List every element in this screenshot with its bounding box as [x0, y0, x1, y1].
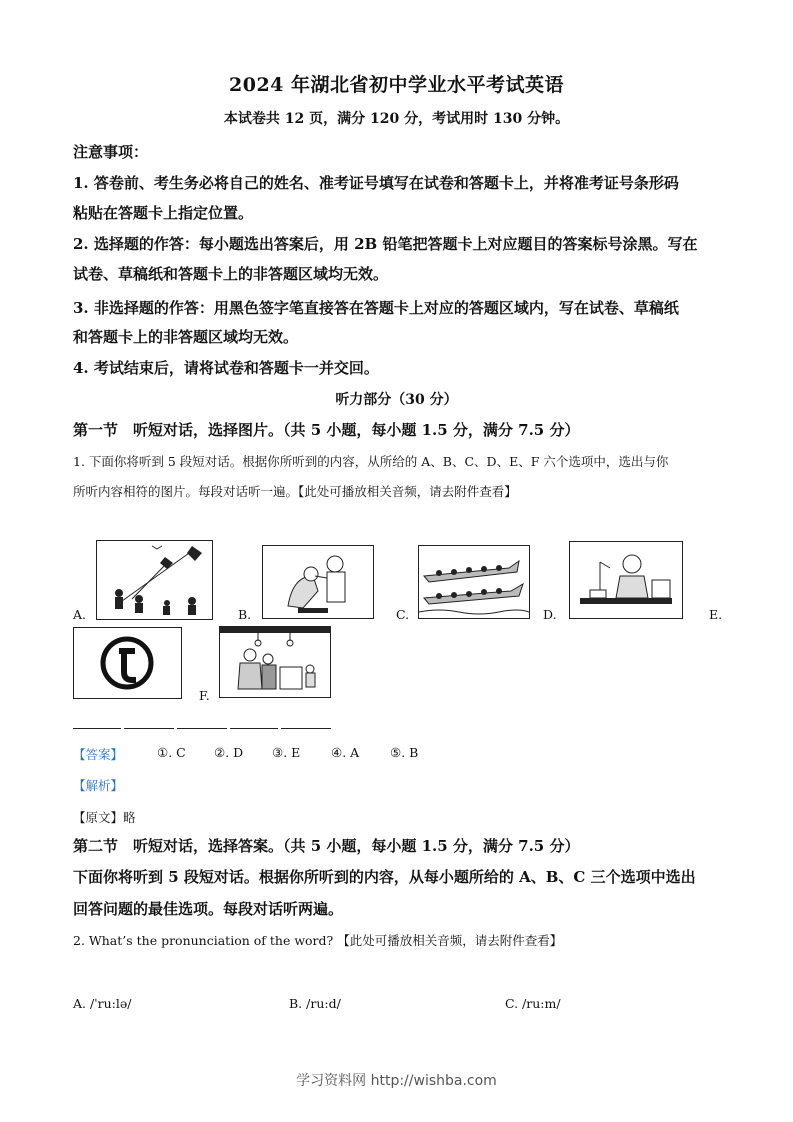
notes-heading: 注意事项：	[73, 143, 149, 161]
notes-line: 4. 考试结束后，请将试卷和答题卡一并交回。	[73, 359, 379, 377]
notes-line: 1. 答卷前、考生务必将自己的姓名、准考证号填写在试卷和答题卡上，并将准考证号条形码	[73, 174, 679, 192]
section2-heading: 第二节 听短对话，选择答案。（共 5 小题，每小题 1.5 分，满分 7.5 分）	[73, 837, 580, 855]
option-label-c: C.	[396, 607, 410, 622]
footer-watermark: 学习资料网 http://wishba.com	[296, 1073, 497, 1089]
answer-item: ②. D	[214, 745, 244, 760]
answer-blank[interactable]	[124, 727, 174, 729]
no-smoking-sign-picture	[73, 627, 182, 699]
answer-blank[interactable]	[73, 727, 121, 729]
notes-line: 粘贴在答题卡上指定位置。	[73, 204, 254, 222]
kite-flying-picture	[96, 540, 213, 620]
analysis-label: 【解析】	[73, 778, 124, 793]
section1-instruction: 所听内容相符的图片。每段对话听一遍。【此处可播放相关音频，请去附件查看】	[73, 484, 517, 499]
notes-line: 2. 选择题的作答：每小题选出答案后，用 2B 铅笔把答题卡上对应题目的答案标号涂黑。写在	[73, 235, 698, 253]
answer-item: ④. A	[331, 745, 360, 760]
page-title: 2024 年湖北省初中学业水平考试英语	[229, 74, 564, 96]
answer-item: ①. C	[157, 745, 186, 760]
option-a[interactable]: A. /ˈru:lə/	[73, 996, 132, 1011]
answer-blank[interactable]	[177, 727, 227, 729]
answer-item: ⑤. B	[390, 745, 419, 760]
dragon-boat-race-picture	[418, 545, 530, 619]
notes-line: 试卷、草稿纸和答题卡上的非答题区域均无效。	[73, 265, 389, 283]
section2-instruction: 回答问题的最佳选项。每段对话听两遍。	[73, 900, 344, 918]
option-b[interactable]: B. /ru:d/	[289, 996, 341, 1011]
original-text-label: 【原文】略	[73, 810, 136, 825]
option-label-b: B.	[238, 607, 252, 622]
option-c[interactable]: C. /ru:m/	[505, 996, 561, 1011]
question-2: 2. What’s the pronunciation of the word? 【此处可播放相关音频，请去附件查看】	[73, 933, 563, 948]
listening-heading: 听力部分（30 分）	[335, 392, 458, 408]
bus-seat-picture	[219, 626, 331, 698]
option-label-f: F.	[199, 688, 210, 703]
section2-instruction: 下面你将听到 5 段短对话。根据你所听到的内容，从每小题所给的 A、B、C 三个选项中选出	[73, 868, 696, 886]
answer-item: ③. E	[272, 745, 301, 760]
notes-line: 3. 非选择题的作答：用黑色签字笔直接答在答题卡上对应的答题区域内，写在试卷、草稿纸	[73, 299, 679, 317]
section1-heading: 第一节 听短对话，选择图片。（共 5 小题，每小题 1.5 分，满分 7.5 分）	[73, 421, 580, 439]
notes-line: 和答题卡上的非答题区域均无效。	[73, 328, 299, 346]
option-label-e: E.	[709, 607, 723, 622]
answer-blank[interactable]	[281, 727, 331, 729]
dentist-picture	[262, 545, 374, 619]
answer-label: 【答案】	[73, 747, 124, 762]
option-label-a: A.	[73, 607, 87, 622]
exam-info: 本试卷共 12 页，满分 120 分，考试用时 130 分钟。	[223, 111, 570, 127]
section1-instruction: 1. 下面你将听到 5 段短对话。根据你所听到的内容，从所给的 A、B、C、D、E、F 六个选项中，选出与你	[73, 454, 669, 469]
computer-desk-picture	[569, 541, 683, 619]
option-label-d: D.	[543, 607, 557, 622]
answer-blank[interactable]	[230, 727, 278, 729]
